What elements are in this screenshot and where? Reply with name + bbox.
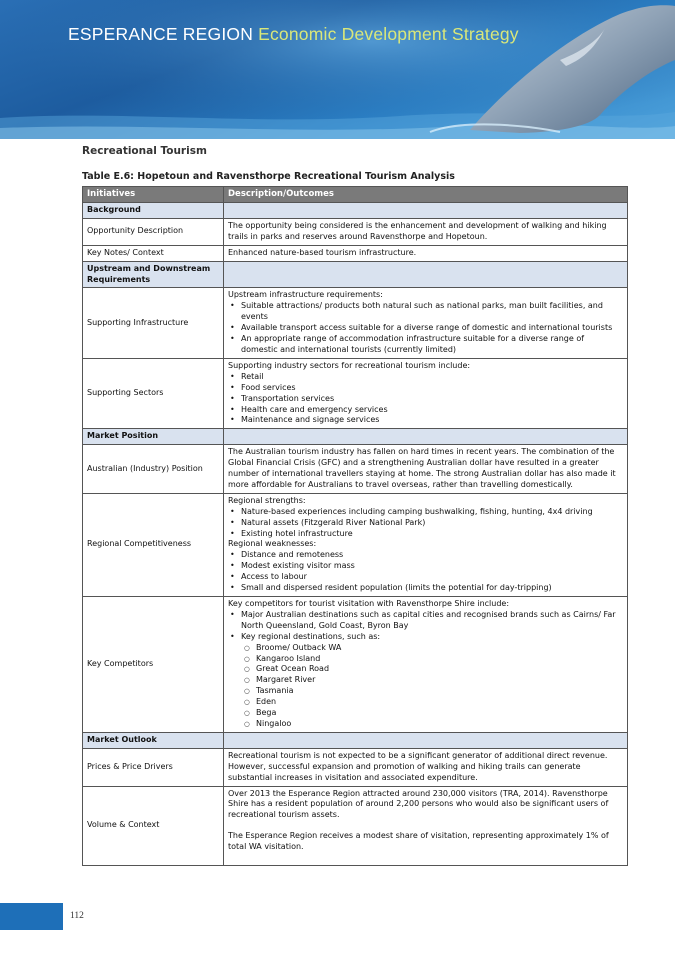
list-item: • Food services [241, 383, 623, 394]
row-text-prices: Recreational tourism is not expected to be a significant generator of additional direct revenue. However, successful expansion and promotion of walking and hiking trails can generate substantial increases in visitation and associated expenditure. [224, 748, 628, 786]
list-item: • An appropriate range of accommodation infrastructure suitable for a diverse range of domestic and international tourists (currently limited) [241, 334, 623, 356]
list-item: • Retail [241, 372, 623, 383]
list-item: • Existing hotel infrastructure [241, 529, 623, 540]
list-item: • Suitable attractions/ products both natural such as national parks, man built facilities, and events [241, 301, 623, 323]
list-item: ○ Eden [256, 697, 623, 708]
table-row [83, 218, 628, 245]
page-number: 112 [70, 911, 84, 921]
header-title-region: ESPERANCE REGION [68, 24, 254, 44]
competitors-intro: Key competitors for tourist visitation with Ravensthorpe Shire include: [228, 599, 510, 608]
list-item: • Modest existing visitor mass [241, 561, 623, 572]
sectors-intro: Supporting industry sectors for recreational tourism include: [228, 360, 471, 370]
row-text-australian-position: The Australian tourism industry has fallen on hard times in recent years. The combination of the Global Financial Crisis (GFC) and a strengthening Australian dollar have resulted in a greater number of international travellers staying at home. The strong Australian dollar has also made it more affordable for Australians to travel overseas, rather than travelling domestically. [224, 445, 628, 494]
table-row [83, 445, 628, 494]
regional-destinations-list [241, 643, 623, 730]
list-item: • Maintenance and signage services [241, 415, 623, 426]
infrastructure-list [228, 301, 623, 356]
section-heading: Recreational Tourism [82, 145, 207, 157]
group-row-market-position [83, 429, 628, 445]
infrastructure-intro: Upstream infrastructure requirements: [228, 290, 383, 300]
strengths-list [228, 507, 623, 540]
column-header-description: Description/Outcomes [224, 187, 628, 203]
volume-paragraph-1: Over 2013 the Esperance Region attracted around 230,000 visitors (TRA, 2014). Ravensthorpe Shire has a resident population of around 2,200 persons who would also be significant users of recreational tourism assets. [228, 788, 609, 820]
list-item: • Distance and remoteness [241, 550, 623, 561]
row-label-key-competitors: Key Competitors [83, 597, 224, 733]
row-text-supporting-sectors [224, 358, 628, 428]
footer-color-block [0, 903, 63, 930]
list-item: • Available transport access suitable for a diverse range of domestic and international tourists [241, 323, 623, 334]
group-label: Upstream and Downstream Requirements [83, 261, 224, 288]
list-item: • Natural assets (Fitzgerald River National Park) [241, 518, 623, 529]
weaknesses-list [228, 550, 623, 594]
row-text-volume [224, 786, 628, 866]
row-label-regional-competitiveness: Regional Competitiveness [83, 493, 224, 596]
list-item: ○ Bega [256, 708, 623, 719]
list-item: ○ Tasmania [256, 686, 623, 697]
row-text-supporting-infrastructure [224, 288, 628, 358]
list-item: • Transportation services [241, 394, 623, 405]
row-text-key-competitors [224, 597, 628, 733]
list-item: • Nature-based experiences including camping bushwalking, fishing, hunting, 4x4 driving [241, 507, 623, 518]
list-item: • Access to labour [241, 572, 623, 583]
table-row [83, 358, 628, 428]
dolphin-illustration [0, 0, 675, 139]
row-text-key-notes: Enhanced nature-based tourism infrastructure. [224, 245, 628, 261]
tourism-analysis-table [82, 186, 628, 866]
table-row [83, 748, 628, 786]
list-item [241, 632, 623, 730]
table-header-row [83, 187, 628, 203]
row-label-volume: Volume & Context [83, 786, 224, 866]
list-item: • Health care and emergency services [241, 405, 623, 416]
strengths-intro: Regional strengths: [228, 495, 306, 505]
row-text-regional-competitiveness [224, 493, 628, 596]
group-row-upstream [83, 261, 628, 288]
header-banner [0, 0, 675, 139]
list-item: ○ Ningaloo [256, 719, 623, 730]
list-item: ○ Margaret River [256, 675, 623, 686]
sectors-list [228, 372, 623, 427]
column-header-initiatives: Initiatives [83, 187, 224, 203]
group-row-market-outlook [83, 732, 628, 748]
row-label-supporting-infrastructure: Supporting Infrastructure [83, 288, 224, 358]
table-row [83, 245, 628, 261]
row-label-supporting-sectors: Supporting Sectors [83, 358, 224, 428]
list-item: • Small and dispersed resident population (limits the potential for day-tripping) [241, 583, 623, 594]
weaknesses-intro: Regional weaknesses: [228, 539, 317, 549]
row-text-opportunity: The opportunity being considered is the enhancement and development of walking and hiking trails in parks and reserves around Ravensthorpe and Hopetoun. [224, 218, 628, 245]
list-item: ○ Great Ocean Road [256, 664, 623, 675]
competitors-list [228, 610, 623, 730]
row-label-opportunity: Opportunity Description [83, 218, 224, 245]
table-caption: Table E.6: Hopetoun and Ravensthorpe Recreational Tourism Analysis [82, 171, 455, 182]
list-item: ○ Kangaroo Island [256, 654, 623, 665]
row-label-key-notes: Key Notes/ Context [83, 245, 224, 261]
table-row [83, 597, 628, 733]
list-item: ○ Broome/ Outback WA [256, 643, 623, 654]
header-title [68, 24, 519, 45]
row-label-prices: Prices & Price Drivers [83, 748, 224, 786]
header-title-strategy: Economic Development Strategy [258, 24, 519, 44]
group-row-background [83, 203, 628, 219]
list-item: • Major Australian destinations such as capital cities and recognised brands such as Cairns/ Far North Queensland, Gold Coast, Byron Bay [241, 610, 623, 632]
table-row [83, 786, 628, 866]
group-label: Market Outlook [83, 732, 224, 748]
volume-paragraph-2: The Esperance Region receives a modest share of visitation, representing approximately 1% of total WA visitation. [228, 831, 609, 852]
table-row [83, 288, 628, 358]
group-label: Market Position [83, 429, 224, 445]
table-row [83, 493, 628, 596]
group-label: Background [83, 203, 224, 219]
regional-destinations-intro: Key regional destinations, such as: [241, 631, 381, 641]
row-label-australian-position: Australian (Industry) Position [83, 445, 224, 494]
